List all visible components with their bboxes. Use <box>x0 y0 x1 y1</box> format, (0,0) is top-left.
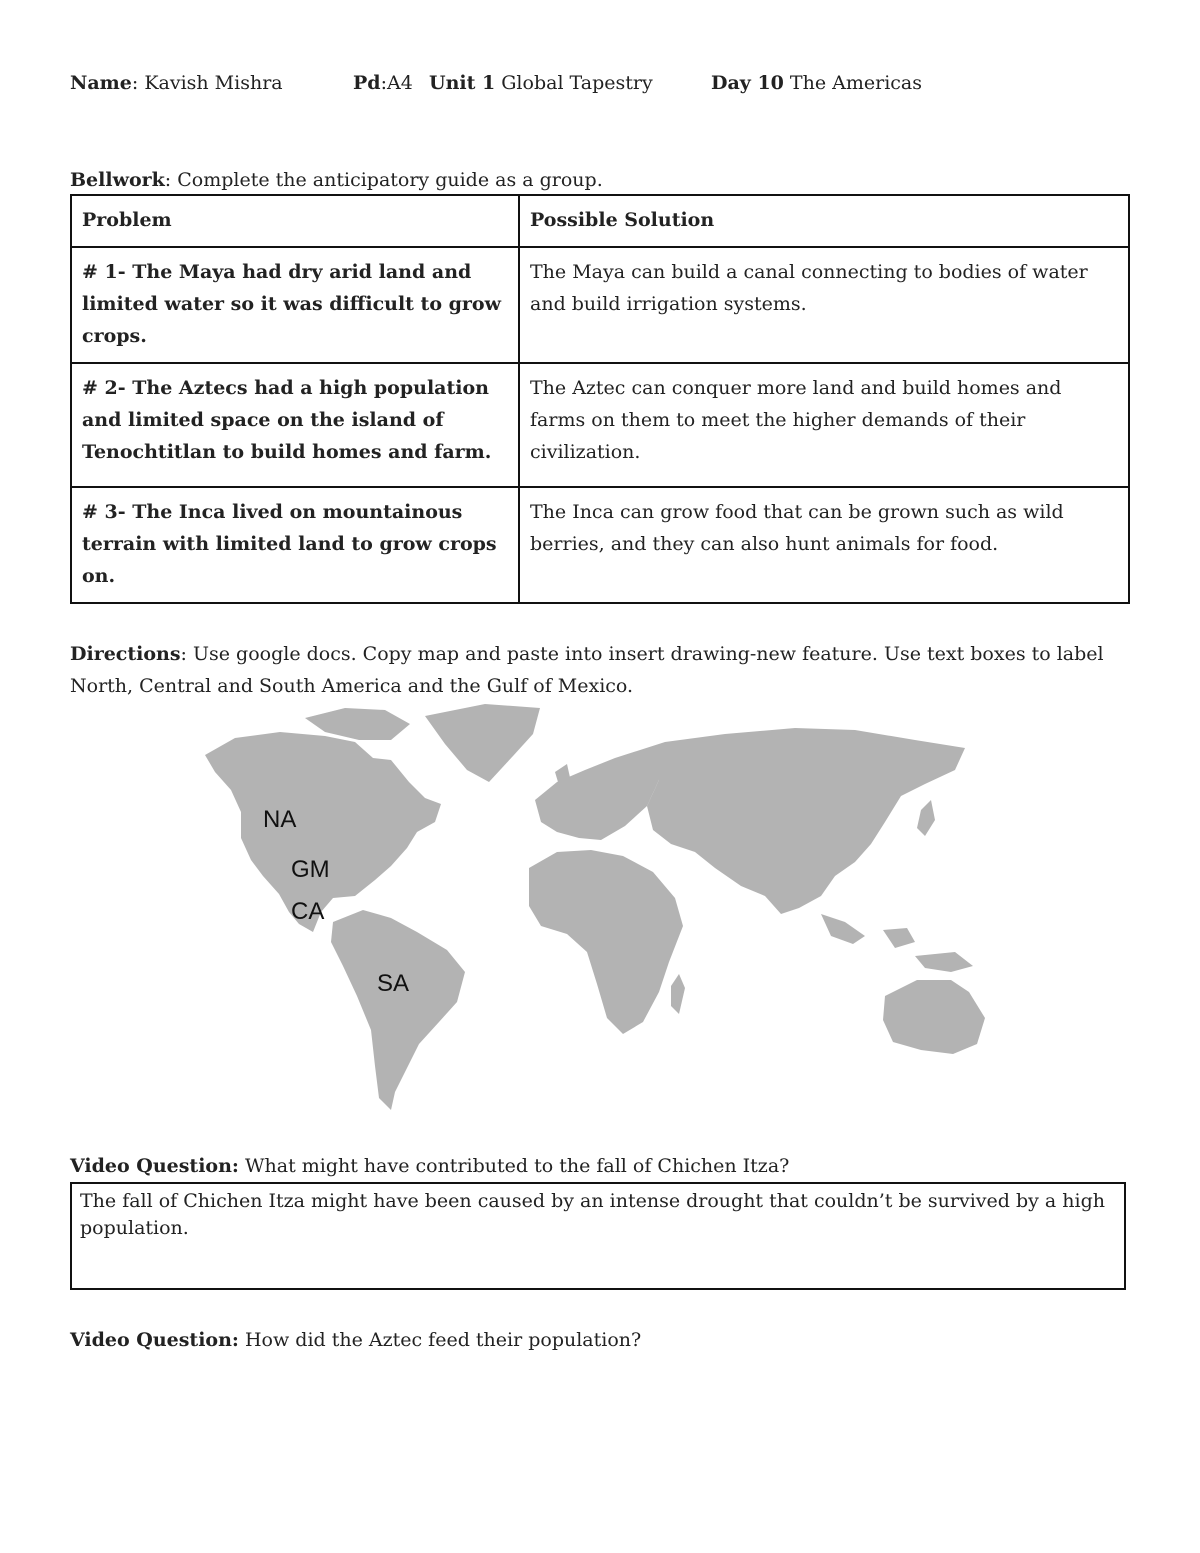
world-map[interactable] <box>195 700 995 1120</box>
video-question-2 <box>70 1324 1130 1356</box>
table-row <box>71 363 1129 487</box>
madagascar-island <box>671 974 685 1014</box>
solution-header: Possible Solution <box>519 195 1129 247</box>
australia-landmass <box>883 980 985 1054</box>
video-question-1 <box>70 1150 1130 1182</box>
bellwork-label: Bellwork <box>70 169 165 191</box>
name-label: Name <box>70 72 132 94</box>
southeast-asia-islands <box>821 914 973 972</box>
student-name <box>70 72 283 94</box>
video-question-1-text: What might have contributed to the fall of Chichen Itza? <box>238 1155 790 1177</box>
pd-label: Pd <box>353 72 381 94</box>
video-question-2-text: How did the Aztec feed their population? <box>238 1329 642 1351</box>
asia-landmass <box>615 728 965 914</box>
africa-landmass <box>529 850 683 1034</box>
video-question-1-label: Video Question: <box>70 1155 239 1177</box>
problem-cell: # 3- The Inca lived on mountainous terrain with limited land to grow crops on. <box>71 487 519 603</box>
period <box>353 72 413 94</box>
greenland-landmass <box>425 704 540 782</box>
day <box>711 72 922 94</box>
map-label-central-america[interactable]: CA <box>291 898 325 925</box>
map-label-south-america[interactable]: SA <box>377 970 410 997</box>
unit-value: Global Tapestry <box>495 72 653 94</box>
unit <box>429 72 653 94</box>
video-question-1-answer-box[interactable]: The fall of Chichen Itza might have been caused by an intense drought that couldn’t be survived by a high population. <box>70 1182 1126 1290</box>
anticipatory-guide-table <box>70 194 1130 604</box>
unit-label: Unit 1 <box>429 72 496 94</box>
map-label-gulf-of-mexico[interactable]: GM <box>291 856 330 883</box>
problem-cell: # 2- The Aztecs had a high population and limited space on the island of Tenochtitlan to build homes and farm. <box>71 363 519 487</box>
arctic-islands <box>305 708 410 740</box>
table-row <box>71 247 1129 363</box>
pd-value: :A4 <box>380 72 413 94</box>
video-question-2-label: Video Question: <box>70 1329 239 1351</box>
directions-instruction <box>70 638 1130 702</box>
table-header-row <box>71 195 1129 247</box>
name-value: : Kavish Mishra <box>131 72 283 94</box>
solution-cell[interactable]: The Maya can build a canal connecting to bodies of water and build irrigation systems. <box>519 247 1129 363</box>
worksheet-header <box>70 72 1130 102</box>
directions-text: : Use google docs. Copy map and paste into insert drawing-new feature. Use text boxes to label North, Central and South America and the Gulf of Mexico. <box>70 643 1104 697</box>
table-row <box>71 487 1129 603</box>
problem-cell: # 1- The Maya had dry arid land and limited water so it was difficult to grow crops. <box>71 247 519 363</box>
south-america-landmass <box>331 910 465 1110</box>
problem-header: Problem <box>71 195 519 247</box>
day-label: Day 10 <box>711 72 784 94</box>
directions-label: Directions <box>70 643 181 665</box>
solution-cell[interactable]: The Aztec can conquer more land and build homes and farms on them to meet the higher demands of their civilization. <box>519 363 1129 487</box>
map-label-north-america[interactable]: NA <box>263 806 297 833</box>
bellwork-text: : Complete the anticipatory guide as a group. <box>164 169 603 191</box>
day-value: The Americas <box>783 72 922 94</box>
solution-cell[interactable]: The Inca can grow food that can be grown such as wild berries, and they can also hunt animals for food. <box>519 487 1129 603</box>
japan-islands <box>917 800 935 836</box>
bellwork-instruction <box>70 164 1130 196</box>
